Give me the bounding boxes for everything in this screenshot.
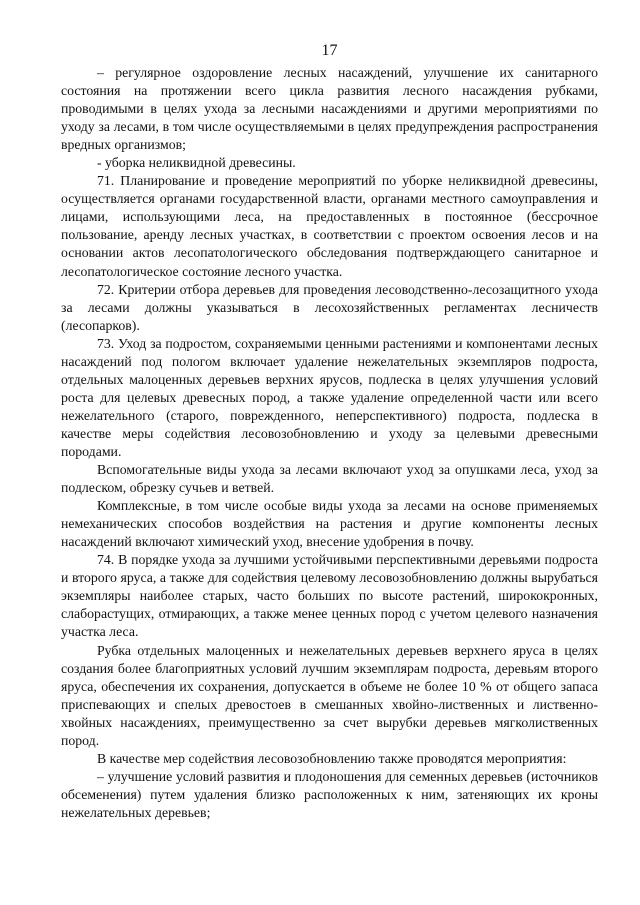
paragraph-seed-trees: – улучшение условий развития и плодоношения для семенных деревьев (источников обсеменения) путем удаления близко расположенных к ним, затеняющих их кроны нежелательных деревьев; bbox=[61, 768, 598, 820]
paragraph-upper-layer-felling: Рубка отдельных малоценных и нежелательных деревьев верхнего яруса в целях создания более благоприятных условий лучшим экземплярам подроста, деревьям второго яруса, обеспечения их сохранения, допускается в объеме не более 10 % от общего запаса приспевающих и спелых древостоев в смешанных хвойно-лиственных и лиственно-хвойных насаждениях, преимущественно за счет вырубки деревьев мягколиственных пород. bbox=[61, 642, 598, 748]
paragraph-71: 71. Планирование и проведение мероприятий по уборке неликвидной древесины, осуществляется органами государственной власти, органами местного самоуправления и лицами, использующими леса, на предоставленных в постоянное (бессрочное пользование, аренду лесных участках, в соответствии с проектом освоения лесов и на основании актов лесопатологического обследования подтверждающего санитарное и лесопатологическое состояние лесного участка. bbox=[61, 173, 598, 279]
paragraph-72: 72. Критерии отбора деревьев для проведения лесоводственно-лесозащитного ухода за лесами должны указываться в лесохозяйственных регламентах лесничеств (лесопарков). bbox=[61, 281, 598, 333]
paragraph-complex-care: Комплексные, в том числе особые виды ухода за лесами на основе применяемых немеханических способов воздействия на растения и другие компоненты лесных насаждений включают химический уход, внесение удобрения в почву. bbox=[61, 498, 598, 550]
paragraph-auxiliary-care: Вспомогательные виды ухода за лесами включают уход за опушками леса, уход за подлеском, обрезку сучьев и ветвей. bbox=[61, 462, 598, 496]
paragraph-74: 74. В порядке ухода за лучшими устойчивыми перспективными деревьями подроста и второго яруса, а также для содействия целевому лесовозобновлению должны вырубаться экземпляры наиболее старых, часто больших по высоте растений, ширококронных, слаборастущих, отмирающих, а также менее ценных пород с учетом целевого назначения участка леса. bbox=[61, 552, 598, 640]
paragraph-forest-health: – регулярное оздоровление лесных насаждений, улучшение их санитарного состояния на протяжении всего цикла развития лесного насаждения рубками, проводимыми в целях ухода за лесными насаждениями и другими мероприятиями по уходу за лесами, в том числе осуществляемыми в целях предупреждения распространения вредных организмов; bbox=[61, 65, 598, 153]
paragraph-deadwood-removal: - уборка неликвидной древесины. bbox=[97, 155, 296, 171]
document-body bbox=[61, 64, 598, 822]
page-number: 17 bbox=[321, 42, 338, 59]
paragraph-regeneration-measures: В качестве мер содействия лесовозобновлению также проводятся мероприятия: bbox=[97, 750, 567, 766]
paragraph-73: 73. Уход за подростом, сохраняемыми ценными растениями и компонентами лесных насаждений под пологом включает удаление нежелательных экземпляров подроста, отдельных малоценных деревьев верхних ярусов, подлеска в целях улучшения условий роста для целевых древесных пород, а также удаление определенной части или всего нежелательного (старого, поврежденного, неперспективного) подроста, подлеска в качестве меры содействия лесовозобновлению и уходу за целевыми древесными породами. bbox=[61, 335, 598, 459]
